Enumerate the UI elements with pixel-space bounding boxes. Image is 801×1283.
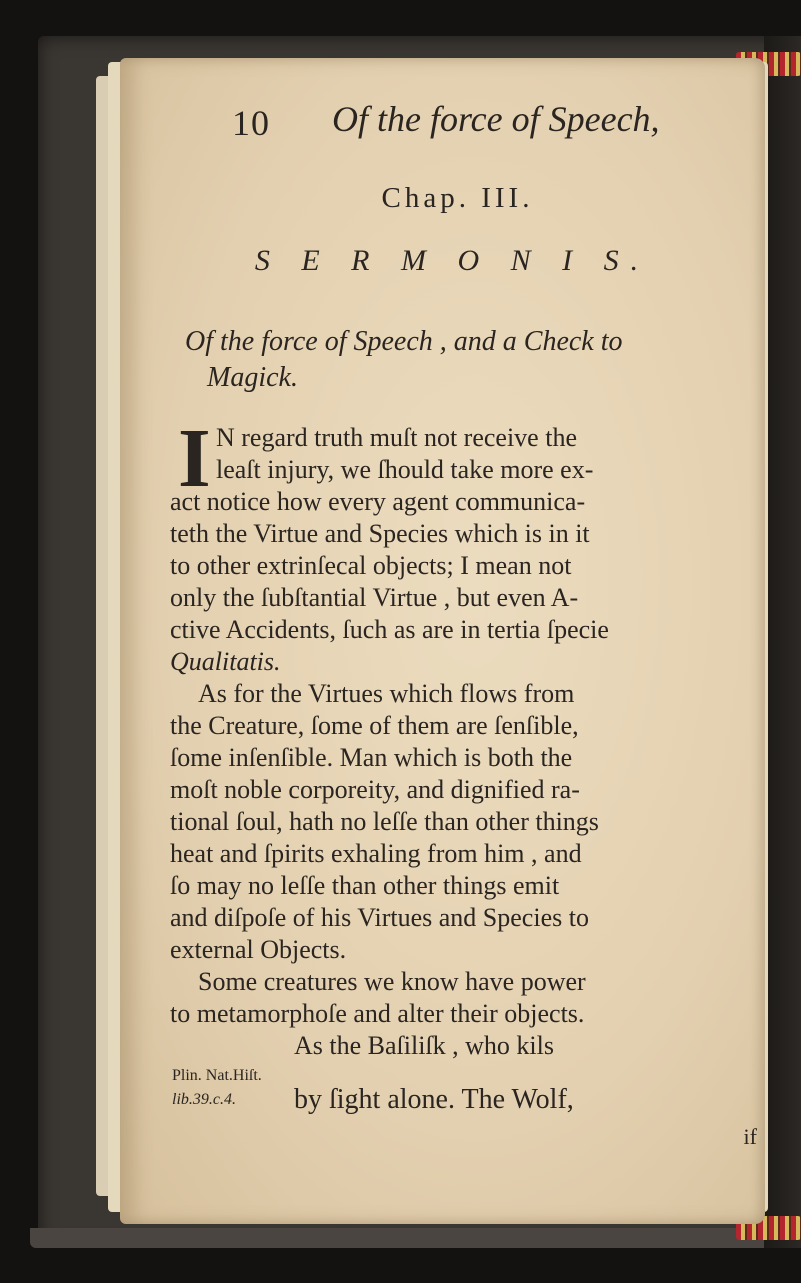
text-line: As for the Virtues which flows from xyxy=(198,679,575,708)
text-line: to other extrinſecal objects; I mean not xyxy=(170,551,572,580)
text-line: As the Baſiliſk , who kils xyxy=(294,1031,554,1060)
book-cover-bottom xyxy=(30,1228,801,1248)
subtitle-line: Of the force of Speech , and a Check to xyxy=(185,326,623,357)
text-line: by ſight alone. The Wolf, xyxy=(294,1084,574,1115)
text-line: Qualitatis. xyxy=(170,647,281,676)
book-spine xyxy=(764,36,801,1248)
chapter-subtitle xyxy=(185,324,755,396)
drop-cap: I xyxy=(178,412,211,505)
subtitle-line: Magick. xyxy=(207,362,298,393)
book-page xyxy=(120,58,765,1224)
chapter-heading: Chap. III. xyxy=(381,182,534,214)
running-title: Of the force of Speech, xyxy=(332,99,660,139)
text-line: heat and ſpirits exhaling from him , and xyxy=(170,839,582,868)
text-line: external Objects. xyxy=(170,935,347,964)
catchword: if xyxy=(743,1124,757,1149)
text-line: leaſt injury, we ſhould take more ex- xyxy=(216,455,594,484)
running-head xyxy=(232,98,752,148)
text-line: and diſpoſe of his Virtues and Species to xyxy=(170,903,589,932)
text-line: the Creature, ſome of them are ſenſible, xyxy=(170,711,579,740)
text-line: tional ſoul, hath no leſſe than other things xyxy=(170,807,599,836)
text-line: act notice how every agent communica- xyxy=(170,487,586,516)
text-line: N regard truth muſt not receive the xyxy=(216,423,577,452)
text-line: to metamorphoſe and alter their objects. xyxy=(170,999,585,1028)
text-line: Some creatures we know have power xyxy=(198,967,586,996)
text-line: ctive Accidents, ſuch as are in tertia ſpecie xyxy=(170,615,609,644)
text-line: ſo may no leſſe than other things emit xyxy=(170,871,560,900)
body-text xyxy=(170,412,765,1062)
text-line: only the ſubſtantial Virtue , but even A- xyxy=(170,583,579,612)
marginal-note xyxy=(172,1064,292,1112)
text-line: ſome inſenſible. Man which is both the xyxy=(170,743,573,772)
page-number: 10 xyxy=(232,103,270,143)
text-line: teth the Virtue and Species which is in it xyxy=(170,519,590,548)
marginal-note-line: Plin. Nat.Hiſt. xyxy=(172,1067,262,1084)
text-line: moſt noble corporeity, and dignified ra- xyxy=(170,775,580,804)
section-heading: S E R M O N I S. xyxy=(254,244,651,277)
marginal-note-line: lib.39.c.4. xyxy=(172,1091,236,1108)
